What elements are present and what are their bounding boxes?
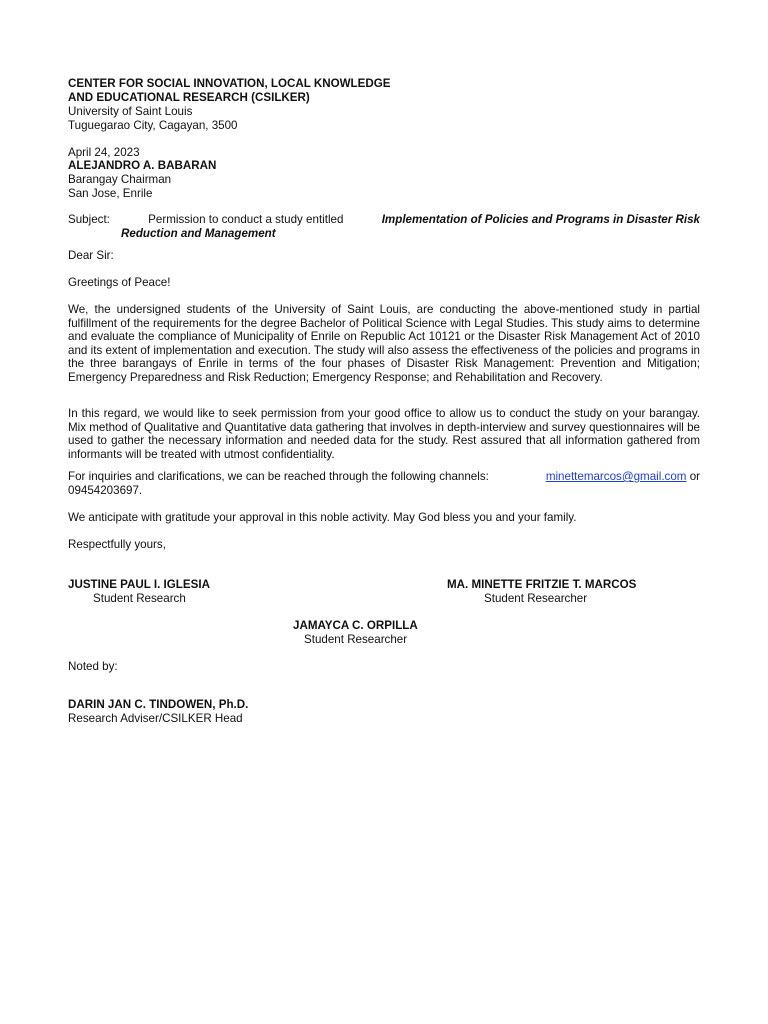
- recipient-name: ALEJANDRO A. BABARAN: [68, 159, 217, 172]
- recipient-title: Barangay Chairman: [68, 173, 172, 186]
- closing: Respectfully yours,: [68, 538, 166, 551]
- org-address: Tuguegarao City, Cagayan, 3500: [68, 119, 238, 132]
- subject-text: Permission to conduct a study entitled: [148, 213, 344, 226]
- salutation: Dear Sir:: [68, 249, 114, 262]
- letter-date: April 24, 2023: [68, 146, 140, 159]
- signatory-role: Student Researcher: [304, 632, 408, 646]
- signatory-name: JUSTINE PAUL I. IGLESIA: [68, 578, 210, 591]
- email-link[interactable]: minettemarcos@gmail.com: [545, 470, 687, 483]
- contact-text: For inquiries and clarifications, we can be reached through the following channels:: [68, 470, 489, 483]
- signatory-iglesia: [68, 578, 210, 605]
- signatory-name: JAMAYCA C. ORPILLA: [293, 619, 418, 632]
- recipient-place: San Jose, Enrile: [68, 187, 153, 200]
- subject-line: [68, 213, 700, 240]
- org-name-line2: AND EDUCATIONAL RESEARCH (CSILKER): [68, 91, 310, 104]
- greeting: Greetings of Peace!: [68, 276, 171, 289]
- subject-prefix: Subject:: [68, 213, 110, 226]
- noted-by-label: Noted by:: [68, 660, 118, 673]
- contact-phone: 09454203697.: [68, 483, 143, 497]
- signatory-name: MA. MINETTE FRITZIE T. MARCOS: [447, 578, 637, 591]
- signatory-role: Student Research: [93, 591, 186, 605]
- body-paragraph-2: In this regard, we would like to seek permission from your good office to allow us to conduct the study on your barangay. Mix method of Qualitative and Quantitative data gathering that involves in depth-interview and survey questionnaires will be used to gather the necessary information and needed data for the study. Rest assured that all information gathered from informants will be treated with utmost confidentiality.: [68, 407, 700, 461]
- signatory-orpilla: [293, 619, 418, 646]
- contact-or: or: [689, 470, 700, 483]
- body-paragraph-3: [68, 470, 700, 497]
- university-name: University of Saint Louis: [68, 105, 193, 118]
- adviser-name: DARIN JAN C. TINDOWEN, Ph.D.: [68, 698, 249, 711]
- signatory-marcos: [447, 578, 636, 605]
- adviser-role: Research Adviser/CSILKER Head: [68, 712, 243, 725]
- study-title-part2: Reduction and Management: [121, 226, 276, 240]
- org-name-line1: CENTER FOR SOCIAL INNOVATION, LOCAL KNOWLEDGE: [68, 77, 391, 90]
- body-paragraph-1: We, the undersigned students of the University of Saint Louis, are conducting the above-mentioned study in partial fulfillment of the requirements for the degree Bachelor of Political Science with Legal Studies. This study aims to determine and evaluate the compliance of Municipality of Enrile on Republic Act 10121 or the Disaster Risk Management Act of 2010 and its extent of implementation and execution. The study will also assess the effectiveness of the policies and programs in the three barangays of Enrile in terms of the four phases of Disaster Risk Management: Prevention and Mitigation; Emergency Preparedness and Risk Reduction; Emergency Response; and Rehabilitation and Recovery.: [68, 303, 700, 384]
- body-paragraph-4: We anticipate with gratitude your approval in this noble activity. May God bless you and your family.: [68, 511, 577, 524]
- signatory-role: Student Researcher: [484, 591, 588, 605]
- study-title-part1: Implementation of Policies and Programs in Disaster Risk: [381, 213, 700, 226]
